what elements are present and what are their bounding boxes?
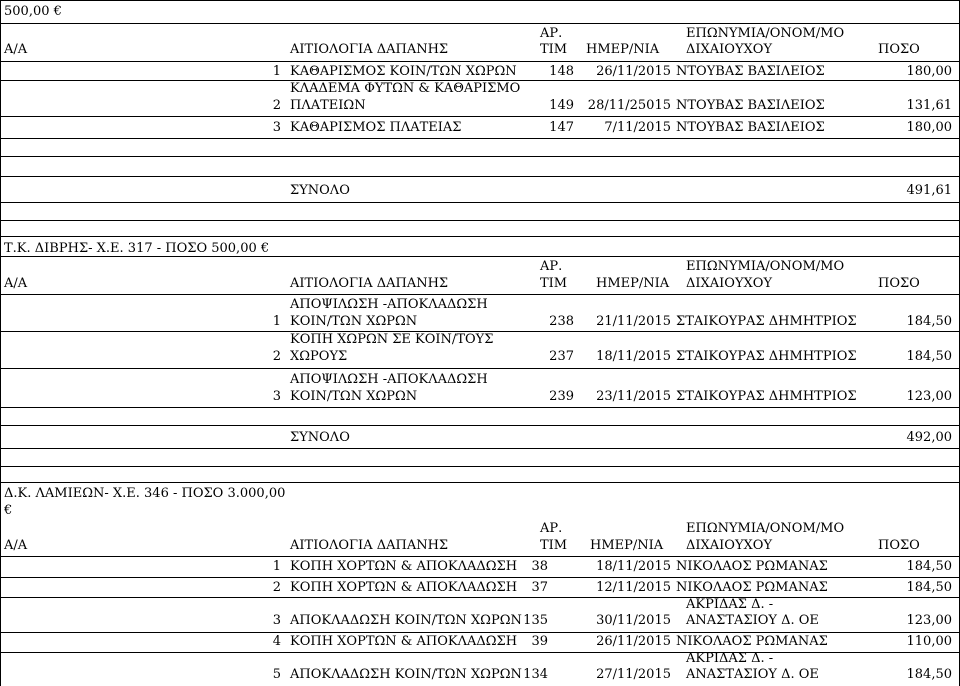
row-beneficiary: ΝΤΟΥΒΑΣ ΒΑΣΙΛΕΙΟΣ <box>676 98 825 113</box>
row-number: 3 <box>272 389 281 404</box>
row-date: 18/11/2015 <box>596 559 671 574</box>
row-number: 4 <box>272 634 281 649</box>
row-invoice: 135 <box>523 613 548 628</box>
total-label: ΣΥΝΟΛΟ <box>290 430 350 445</box>
row-invoice: 149 <box>549 98 574 113</box>
row-reason: ΚΑΘΑΡΙΣΜΟΣ ΠΛΑΤΕΙΑΣ <box>290 120 462 135</box>
row-beneficiary-line2: ΑΝΑΣΤΑΣΙΟΥ Δ. ΟΕ <box>686 613 819 628</box>
header-reason: ΑΙΤΙΟΛΟΓΙΑ ΔΑΠΑΝΗΣ <box>290 538 449 553</box>
row-amount: 184,50 <box>906 580 952 595</box>
row-invoice: 239 <box>549 389 574 404</box>
top-amount: 500,00 € <box>4 4 62 19</box>
horizontal-rule <box>0 61 960 62</box>
row-beneficiary: ΑΚΡΙΔΑΣ Δ. - <box>686 651 774 666</box>
row-beneficiary: ΣΤΑΙΚΟΥΡΑΣ ΔΗΜΗΤΡΙΟΣ <box>676 349 857 364</box>
horizontal-rule <box>0 597 960 598</box>
horizontal-rule <box>0 116 960 117</box>
header-date: ΗΜΕΡ/ΝΙΑ <box>586 42 660 57</box>
header-reason: ΑΙΤΙΟΛΟΓΙΑ ΔΑΠΑΝΗΣ <box>290 276 449 291</box>
row-reason: ΚΑΘΑΡΙΣΜΟΣ ΚΟΙΝ/ΤΩΝ ΧΩΡΩΝ <box>290 64 517 79</box>
header-name-line2: ΔΙΧΑΙΟΥΧΟΥ <box>686 42 773 57</box>
row-invoice: 147 <box>549 120 574 135</box>
row-number: 2 <box>272 98 281 113</box>
row-date: 23/11/2015 <box>596 389 671 404</box>
row-amount: 184,50 <box>906 314 952 329</box>
header-name-line1: ΕΠΩΝΥΜΙΑ/ΟΝΟΜ/ΜΟ <box>686 26 845 41</box>
row-reason-line2: ΚΟΙΝ/ΤΩΝ ΧΩΡΩΝ <box>290 389 418 404</box>
row-beneficiary: ΑΚΡΙΔΑΣ Δ. - <box>686 597 774 612</box>
header-aa: Α/Α <box>4 538 28 553</box>
row-number: 2 <box>272 580 281 595</box>
row-reason-line2: ΠΛΑΤΕΙΩΝ <box>290 98 366 113</box>
row-invoice: 39 <box>531 634 548 649</box>
header-name-line1: ΕΠΩΝΥΜΙΑ/ΟΝΟΜ/ΜΟ <box>686 259 845 274</box>
horizontal-rule <box>0 466 960 467</box>
header-aa: Α/Α <box>4 42 28 57</box>
horizontal-rule <box>0 0 960 1</box>
row-date: 30/11/2015 <box>596 613 671 628</box>
row-reason: ΑΠΟΚΛΑΔΩΣΗ ΚΟΙΝ/ΤΩΝ ΧΩΡΩΝ <box>290 667 522 682</box>
horizontal-rule <box>0 577 960 578</box>
row-beneficiary: ΝΙΚΟΛΑΟΣ ΡΩΜΑΝΑΣ <box>676 559 828 574</box>
row-beneficiary: ΣΤΑΙΚΟΥΡΑΣ ΔΗΜΗΤΡΙΟΣ <box>676 389 857 404</box>
row-reason: ΚΟΠΗ ΧΟΡΤΩΝ & ΑΠΟΚΛΑΔΩΣΗ <box>290 580 518 595</box>
row-reason: ΑΠΟΨΙΛΩΣΗ -ΑΠΟΚΛΑΔΩΣΗ <box>290 372 488 387</box>
row-date: 26/11/2015 <box>596 64 671 79</box>
row-number: 1 <box>272 64 281 79</box>
horizontal-rule <box>0 176 960 177</box>
row-reason: ΚΛΑΔΕΜΑ ΦΥΤΩΝ & ΚΑΘΑΡΙΣΜΟ <box>290 81 521 96</box>
header-name-line1: ΕΠΩΝΥΜΙΑ/ΟΝΟΜ/ΜΟ <box>686 521 845 536</box>
header-amount: ΠΟΣΟ <box>878 42 920 57</box>
horizontal-rule <box>0 632 960 633</box>
horizontal-rule <box>0 425 960 426</box>
horizontal-rule <box>0 220 960 221</box>
row-amount: 123,00 <box>906 389 952 404</box>
row-number: 2 <box>272 349 281 364</box>
row-number: 3 <box>272 120 281 135</box>
header-amount: ΠΟΣΟ <box>878 538 920 553</box>
row-amount: 184,50 <box>906 667 952 682</box>
horizontal-rule <box>0 652 960 653</box>
row-amount: 184,50 <box>906 349 952 364</box>
row-beneficiary: ΝΙΚΟΛΑΟΣ ΡΩΜΑΝΑΣ <box>676 580 828 595</box>
row-amount: 123,00 <box>906 613 952 628</box>
horizontal-rule <box>0 556 960 557</box>
row-invoice: 148 <box>549 64 574 79</box>
row-number: 3 <box>272 613 281 628</box>
row-beneficiary: ΣΤΑΙΚΟΥΡΑΣ ΔΗΜΗΤΡΙΟΣ <box>676 314 857 329</box>
row-invoice: 37 <box>531 580 548 595</box>
row-amount: 110,00 <box>906 634 952 649</box>
header-ar-line2: ΤΙΜ <box>540 276 568 291</box>
header-name-line2: ΔΙΧΑΙΟΥΧΟΥ <box>686 276 773 291</box>
row-amount: 180,00 <box>906 64 952 79</box>
row-reason-line2: ΚΟΙΝ/ΤΩΝ ΧΩΡΩΝ <box>290 314 418 329</box>
total-amount: 492,00 <box>906 430 952 445</box>
row-date: 18/11/2015 <box>596 349 671 364</box>
row-date: 26/11/2015 <box>596 634 671 649</box>
vertical-border <box>0 0 1 686</box>
header-ar-line1: ΑΡ. <box>540 521 563 536</box>
horizontal-rule <box>0 407 960 408</box>
horizontal-rule <box>0 256 960 257</box>
row-amount: 184,50 <box>906 559 952 574</box>
horizontal-rule <box>0 202 960 203</box>
header-aa: Α/Α <box>4 276 28 291</box>
row-amount: 180,00 <box>906 120 952 135</box>
horizontal-rule <box>0 368 960 369</box>
horizontal-rule <box>0 482 960 483</box>
row-date: 21/11/2015 <box>596 314 671 329</box>
section-title-euro: € <box>4 503 13 518</box>
total-label: ΣΥΝΟΛΟ <box>290 183 350 198</box>
header-ar-line2: ΤΙΜ <box>540 538 568 553</box>
row-reason: ΚΟΠΗ ΧΟΡΤΩΝ & ΑΠΟΚΛΑΔΩΣΗ <box>290 559 518 574</box>
section-title: Τ.Κ. ΔΙΒΡΗΣ- Χ.Ε. 317 - ΠΟΣΟ 500,00 € <box>4 241 270 256</box>
row-beneficiary: ΝΤΟΥΒΑΣ ΒΑΣΙΛΕΙΟΣ <box>676 120 825 135</box>
header-ar-line1: ΑΡ. <box>540 259 563 274</box>
row-invoice: 238 <box>549 314 574 329</box>
row-reason: ΚΟΠΗ ΧΟΡΤΩΝ & ΑΠΟΚΛΑΔΩΣΗ <box>290 634 518 649</box>
row-reason: ΚΟΠΗ ΧΩΡΩΝ ΣΕ ΚΟΙΝ/ΤΟΥΣ <box>290 332 494 347</box>
row-beneficiary: ΝΤΟΥΒΑΣ ΒΑΣΙΛΕΙΟΣ <box>676 64 825 79</box>
row-number: 1 <box>272 314 281 329</box>
section-title: Δ.Κ. ΛΑΜΙΕΩΝ- Χ.Ε. 346 - ΠΟΣΟ 3.000,00 <box>4 486 286 501</box>
row-beneficiary-line2: ΑΝΑΣΤΑΣΙΟΥ Δ. ΟΕ <box>686 667 819 682</box>
header-ar-line2: ΤΙΜ <box>540 42 568 57</box>
header-reason: ΑΙΤΙΟΛΟΓΙΑ ΔΑΠΑΝΗΣ <box>290 42 449 57</box>
row-amount: 131,61 <box>906 98 952 113</box>
header-date: ΗΜΕΡ/ΝΙΑ <box>590 538 664 553</box>
row-date: 12/11/2015 <box>596 580 671 595</box>
row-reason-line2: ΧΩΡΟΥΣ <box>290 349 348 364</box>
horizontal-rule <box>0 448 960 449</box>
row-beneficiary: ΝΙΚΟΛΑΟΣ ΡΩΜΑΝΑΣ <box>676 634 828 649</box>
row-number: 5 <box>272 667 281 682</box>
header-date: ΗΜΕΡ/ΝΙΑ <box>596 276 670 291</box>
row-date: 27/11/2015 <box>596 667 671 682</box>
horizontal-rule <box>0 156 960 157</box>
row-invoice: 38 <box>531 559 548 574</box>
horizontal-rule <box>0 138 960 139</box>
row-number: 1 <box>272 559 281 574</box>
header-amount: ΠΟΣΟ <box>878 276 920 291</box>
row-reason: ΑΠΟΚΛΑΔΩΣΗ ΚΟΙΝ/ΤΩΝ ΧΩΡΩΝ <box>290 613 522 628</box>
header-name-line2: ΔΙΧΑΙΟΥΧΟΥ <box>686 538 773 553</box>
horizontal-rule <box>0 236 960 237</box>
row-reason: ΑΠΟΨΙΛΩΣΗ -ΑΠΟΚΛΑΔΩΣΗ <box>290 297 488 312</box>
horizontal-rule <box>0 294 960 295</box>
row-invoice: 237 <box>549 349 574 364</box>
row-date: 28/11/25015 <box>587 98 671 113</box>
row-date: 7/11/2015 <box>604 120 671 135</box>
row-invoice: 134 <box>523 667 548 682</box>
header-ar-line1: ΑΡ. <box>540 26 563 41</box>
total-amount: 491,61 <box>906 183 952 198</box>
horizontal-rule <box>0 23 960 24</box>
